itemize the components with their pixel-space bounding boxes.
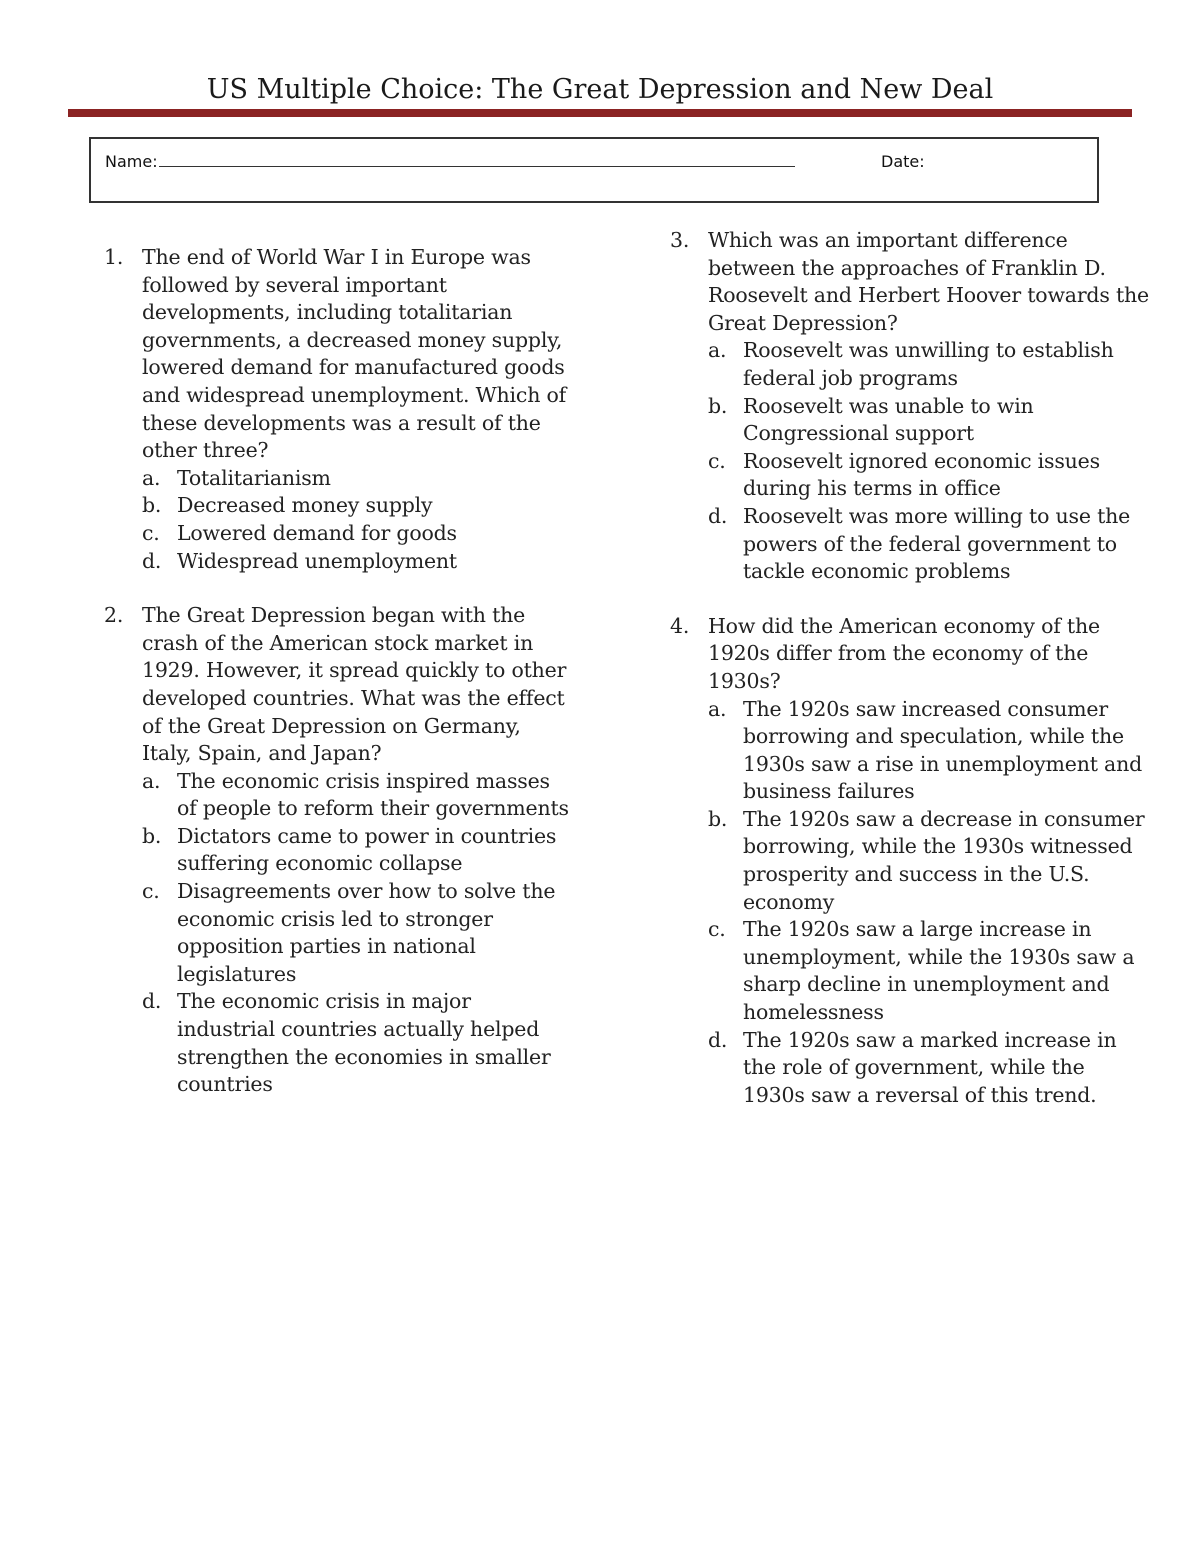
choice-text: The economic crisis in major industrial countries actually helped strengthen the economies in smaller countries — [177, 989, 551, 1097]
choice-text: Disagreements over how to solve the economic crisis led to stronger opposition parties in national legislatures — [177, 879, 556, 986]
title-rule — [68, 109, 1132, 117]
choice-c[interactable] — [708, 916, 1150, 1026]
choice-text: Roosevelt was unwilling to establish federal job programs — [743, 338, 1114, 390]
choice-d[interactable] — [142, 988, 574, 1098]
choice-letter: b. — [142, 823, 162, 848]
choice-letter: a. — [142, 768, 161, 793]
left-column — [104, 244, 574, 1099]
choice-text: Roosevelt was more willing to use the powers of the federal government to tackle economic problems — [743, 503, 1131, 584]
choice-d[interactable] — [708, 503, 1150, 586]
choice-letter: c. — [142, 879, 160, 904]
choice-letter: b. — [708, 806, 728, 831]
choice-b[interactable] — [708, 806, 1150, 916]
choice-letter: b. — [142, 493, 162, 518]
question-number: 3. — [670, 228, 690, 252]
choice-text: Dictators came to power in countries suffering economic collapse — [177, 823, 557, 876]
choice-a[interactable] — [708, 696, 1150, 806]
choice-text: Roosevelt ignored economic issues during his terms in office — [743, 448, 1100, 501]
name-label: Name: — [105, 152, 158, 171]
choice-letter: d. — [142, 548, 162, 573]
choice-b[interactable] — [142, 492, 574, 520]
choice-d[interactable] — [708, 1027, 1150, 1110]
name-field[interactable] — [105, 152, 795, 171]
choice-letter: c. — [142, 520, 160, 545]
choice-c[interactable] — [142, 878, 574, 988]
choice-b[interactable] — [142, 823, 574, 878]
choice-letter: d. — [708, 503, 728, 528]
choice-text: The 1920s saw a large increase in unemployment, while the 1930s saw a sharp decline in unemployment and homelessness — [743, 917, 1135, 1025]
choice-text: Totalitarianism — [177, 465, 331, 490]
choice-d[interactable] — [142, 548, 574, 576]
choice-letter: d. — [708, 1027, 728, 1052]
choice-text: Roosevelt was unable to win Congressional support — [743, 393, 1034, 446]
choice-text: The 1920s saw a decrease in consumer borrowing, while the 1930s witnessed prosperity and success in the U.S. economy — [743, 806, 1145, 914]
question-text: The end of World War I in Europe was followed by several important developments, including totalitarian governments, a decreased money supply, lowered demand for manufactured goods and widespread unemployment. Which of these developments was a result of the other three? — [142, 245, 567, 463]
choice-letter: a. — [708, 696, 727, 721]
choice-text: Decreased money supply — [177, 493, 433, 518]
choice-text: Lowered demand for goods — [177, 520, 457, 545]
choice-letter: c. — [708, 448, 726, 473]
question-4 — [670, 613, 1150, 1110]
answer-choices — [708, 337, 1150, 585]
choice-letter: d. — [142, 989, 162, 1014]
question-number: 2. — [104, 603, 124, 628]
question-number: 1. — [104, 245, 124, 269]
question-3 — [670, 227, 1150, 586]
choice-a[interactable] — [142, 465, 574, 493]
name-input-line[interactable] — [159, 152, 795, 167]
question-2 — [104, 602, 574, 1099]
question-text: Which was an important difference between the approaches of Franklin D. Roosevelt and Herbert Hoover towards the Great Depression? — [708, 228, 1149, 335]
choice-text: Widespread unemployment — [177, 548, 457, 573]
student-info-box — [89, 137, 1099, 203]
choice-a[interactable] — [142, 768, 574, 823]
choice-letter: a. — [142, 465, 161, 490]
question-text: How did the American economy of the 1920s differ from the economy of the 1930s? — [708, 613, 1100, 693]
right-column — [670, 227, 1150, 1109]
choice-a[interactable] — [708, 337, 1150, 392]
choice-c[interactable] — [708, 448, 1150, 503]
choice-letter: a. — [708, 338, 727, 363]
answer-choices — [708, 696, 1150, 1110]
choice-text: The economic crisis inspired masses of people to reform their governments — [177, 768, 569, 821]
question-1 — [104, 244, 574, 575]
answer-choices — [142, 465, 574, 575]
question-number: 4. — [670, 613, 690, 638]
question-text: The Great Depression began with the crash of the American stock market in 1929. However, it spread quickly to other developed countries. What was the effect of the Great Depression on Germany, Italy, Spain, and Japan? — [142, 603, 567, 766]
choice-text: The 1920s saw a marked increase in the role of government, while the 1930s saw a reversal of this trend. — [743, 1027, 1117, 1107]
choice-b[interactable] — [708, 393, 1150, 448]
date-field[interactable] — [881, 152, 925, 171]
choice-c[interactable] — [142, 520, 574, 548]
choice-letter: b. — [708, 393, 728, 418]
date-label: Date: — [881, 152, 925, 171]
choice-text: The 1920s saw increased consumer borrowing and speculation, while the 1930s saw a rise in unemployment and business failures — [743, 696, 1143, 804]
page-title: US Multiple Choice: The Great Depression and New Deal — [206, 74, 994, 105]
choice-letter: c. — [708, 917, 726, 942]
answer-choices — [142, 768, 574, 1099]
